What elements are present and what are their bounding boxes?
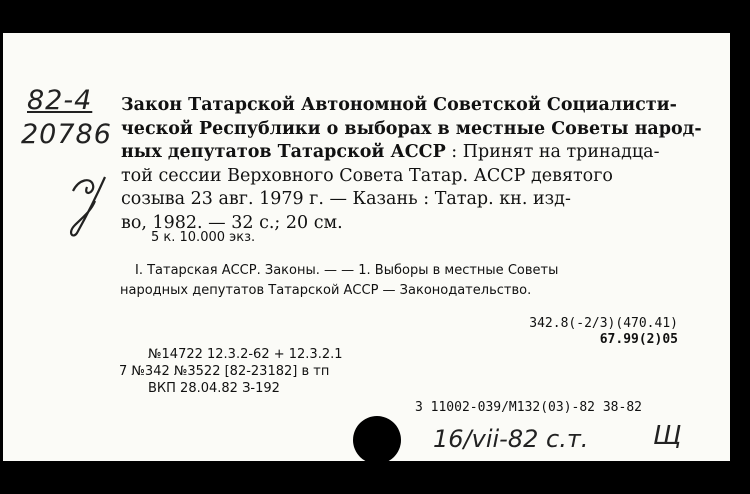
shelfmark-bottom: 20786 xyxy=(21,119,112,150)
title-line-bold: ных депутатов Татарской АССР xyxy=(121,142,446,162)
title-line-bold: ческой Республики о выборах в местные Советы народ- xyxy=(121,118,702,139)
title-line-rest: во, 1982. — 32 с.; 20 см. xyxy=(121,212,343,233)
price-line: 5 к. 10.000 экз. xyxy=(151,230,256,245)
handwritten-mark xyxy=(65,171,125,241)
title-line-rest: : Принят на тринадца- xyxy=(445,142,660,162)
subjects-line-2: народных депутатов Татарской АССР — Законодательство. xyxy=(120,283,532,298)
subjects-line-1: I. Татарская АССР. Законы. — — 1. Выборы в местные Советы xyxy=(135,263,559,278)
vkp-line: ВКП 28.04.82 З-192 xyxy=(148,381,280,396)
title-line-rest: той сессии Верховного Совета Татар. АССР девятого xyxy=(121,165,613,186)
title-line xyxy=(121,141,691,165)
number-line-1: №14722 12.3.2-62 + 12.3.2.1 xyxy=(148,347,343,362)
index-code: З 11002-039/М132(03)-82 38-82 xyxy=(415,400,642,415)
handwritten-date: 16/vii-82 с.т. xyxy=(433,425,589,453)
catalog-card xyxy=(3,33,730,461)
title-line xyxy=(121,165,691,189)
class-code-1: 342.8(-2/3)(470.41) xyxy=(529,316,678,331)
title-block xyxy=(121,94,702,235)
title-line-bold: Закон Татарской Автономной Советской Социалисти- xyxy=(121,95,677,115)
title-line xyxy=(121,94,691,118)
shelfmark-top: 82-4 xyxy=(27,85,93,116)
title-line xyxy=(121,188,691,212)
handwritten-initial: Щ xyxy=(653,421,682,451)
class-code-2: 67.99(2)05 xyxy=(599,332,678,347)
number-line-2: 7 №342 №3522 [82-23182] в тп xyxy=(119,364,330,379)
title-line-rest: созыва 23 авг. 1979 г. — Казань : Татар. кн. изд- xyxy=(121,189,571,209)
title-line xyxy=(121,118,702,142)
punch-hole xyxy=(353,416,401,461)
